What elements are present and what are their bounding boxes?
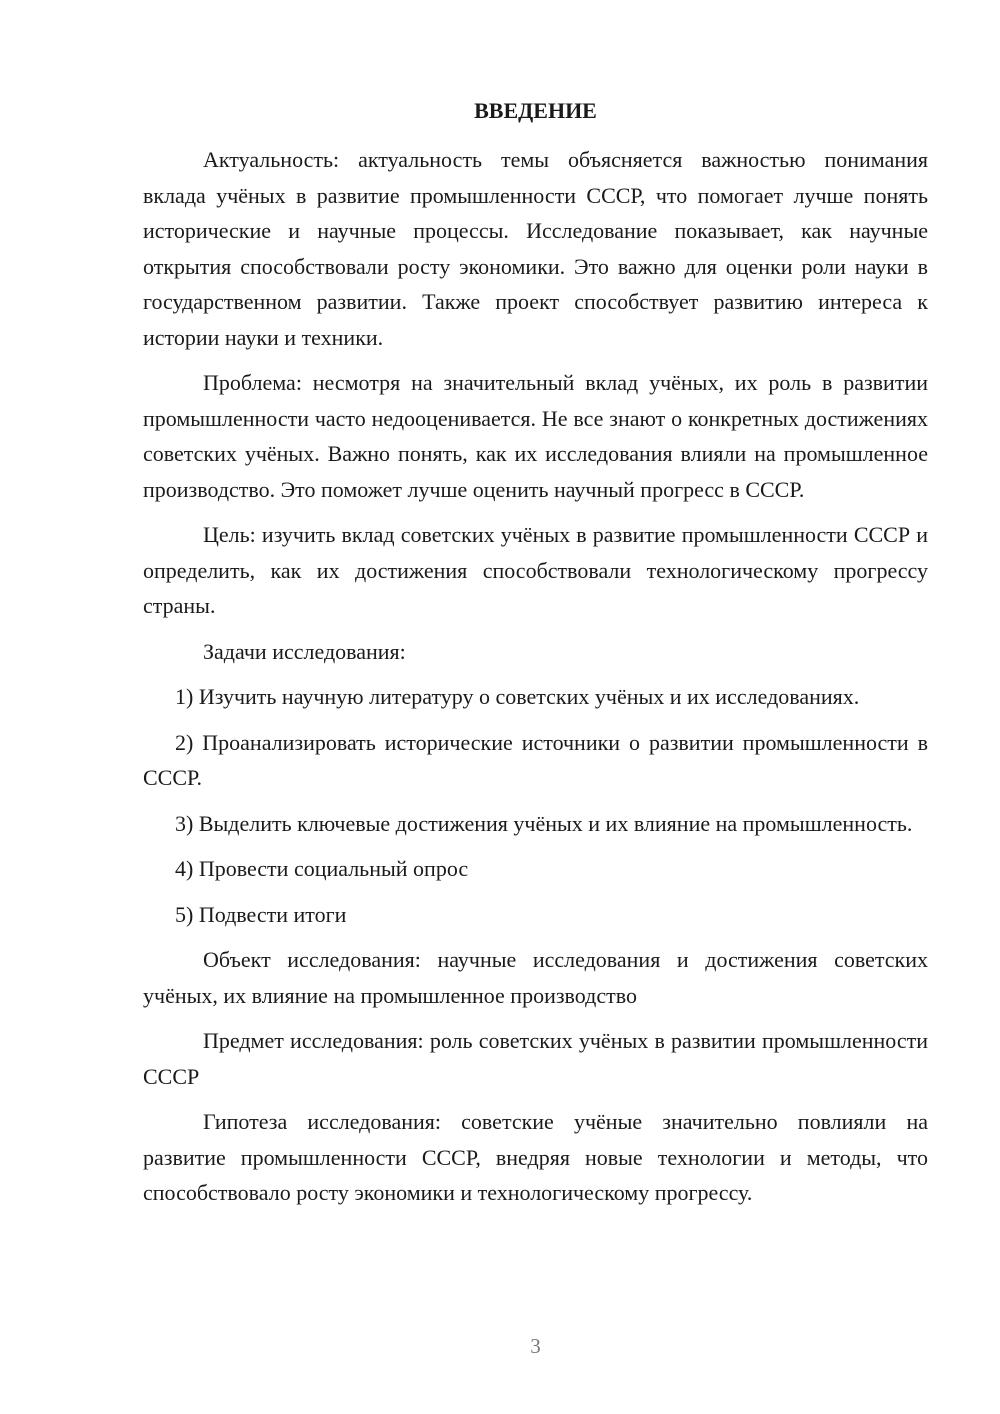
- paragraph-hypothesis: Гипотеза исследования: советские учёные значительно повлияли на развитие промышленности СССР, внедряя новые технологии и методы, что способствовало росту экономики и технологическому прогрессу.: [143, 1109, 928, 1205]
- document-page: [143, 0, 928, 1414]
- paragraph-goal: Цель: изучить вклад советских учёных в развитие промышленности СССР и определить, как их достижения способствовали технологическому прогрессу страны.: [143, 522, 928, 618]
- task-item: 3) Выделить ключевые достижения учёных и их влияние на промышленность.: [175, 810, 913, 836]
- paragraph-relevance: Актуальность: актуальность темы объясняется важностью понимания вклада учёных в развитие промышленности СССР, что помогает лучше понять исторические и научные процессы. Исследование показывает, как научные открытия способствовали росту экономики. Это важно для оценки роли науки в государственном развитии. Также проект способствует развитию интереса к истории науки и техники.: [143, 147, 928, 350]
- tasks-heading: Задачи исследования:: [203, 638, 406, 664]
- task-item: 2) Проанализировать исторические источники о развитии промышленности в СССР.: [143, 729, 928, 790]
- task-item: 4) Провести социальный опрос: [175, 856, 469, 881]
- page-title: ВВЕДЕНИЕ: [474, 98, 597, 123]
- page-number: 3: [530, 1334, 541, 1358]
- task-item: 5) Подвести итоги: [175, 901, 347, 927]
- paragraph-subject: Предмет исследования: роль советских учёных в развитии промышленности СССР: [143, 1028, 928, 1089]
- paragraph-object: Объект исследования: научные исследования и достижения советских учёных, их влияние на промышленное производство: [143, 947, 928, 1008]
- task-item: 1) Изучить научную литературу о советских учёных и их исследованиях.: [175, 684, 860, 709]
- document-body: [143, 142, 928, 1221]
- paragraph-problem: Проблема: несмотря на значительный вклад учёных, их роль в развитии промышленности часто недооценивается. Не все знают о конкретных достижениях советских учёных. Важно понять, как их исследования влияли на промышленное производство. Это поможет лучше оценить научный прогресс в СССР.: [143, 370, 928, 502]
